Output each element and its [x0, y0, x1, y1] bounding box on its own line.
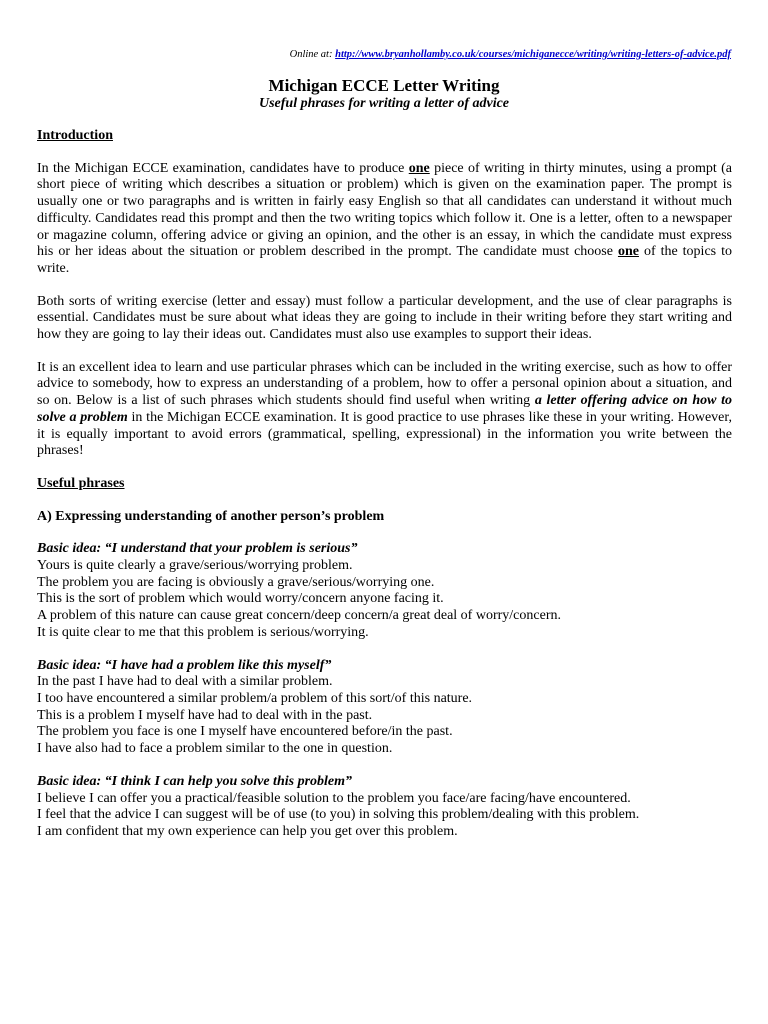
phrase-group-2 — [37, 658, 732, 758]
p3-text-a: It is an excellent idea to learn and use particular phrases which can be included in the writing exercise, such as how to offer advice to somebody, how to express an understanding of a problem, how to offer a personal opinion about a situation, and so on. Below is a list of such phrases which students should find useful when writing — [37, 359, 732, 409]
source-url-link[interactable]: http://www.bryanhollamby.co.uk/courses/michiganecce/writing/writing-letters-of-advice.pdf — [335, 49, 731, 60]
p1-text-a: In the Michigan ECCE examination, candidates have to produce — [37, 160, 409, 176]
phrase-group-3 — [37, 774, 732, 841]
phrase-line: The problem you face is one I myself have encountered before/in the past. — [37, 724, 453, 740]
phrase-line: I feel that the advice I can suggest will be of use (to you) in solving this problem/dealing with this problem. — [37, 807, 640, 823]
phrase-line: A problem of this nature can cause great concern/deep concern/a great deal of worry/concern. — [37, 608, 561, 624]
phrase-line: It is quite clear to me that this problem is serious/worrying. — [37, 624, 369, 640]
p1-text-e: of the topics to write. — [37, 244, 732, 276]
source-prefix: Online at: — [289, 49, 336, 60]
phrase-line: Yours is quite clearly a grave/serious/worrying problem. — [37, 558, 353, 574]
phrase-line: I too have encountered a similar problem/a problem of this sort/of this nature. — [37, 690, 473, 706]
intro-paragraph-1 — [37, 161, 732, 278]
p1-emphasis-one: one — [408, 160, 430, 176]
document-subtitle: Useful phrases for writing a letter of advice — [258, 96, 510, 111]
useful-phrases-heading: Useful phrases — [37, 475, 125, 491]
p1-text-c: piece of writing in thirty minutes, using a prompt (a short piece of writing which describes a situation or problem) which is given on the examination paper. The prompt is usually one or two paragraphs and is written in fairly easy English so that all candidates can understand it without much difficulty. Candidates read this prompt and then the two writing topics which follow it. One is a letter, often to a newspaper or magazine column, offering advice or giving an opinion, and the other is an essay, in which the candidate must express his or her ideas about the situation or problem described in the prompt. The candidate must choose — [37, 160, 732, 260]
document-body — [37, 128, 732, 857]
phrase-line: This is a problem I myself have had to deal with in the past. — [37, 707, 373, 723]
basic-idea-heading: Basic idea: “I understand that your problem is serious” — [37, 541, 358, 557]
phrase-line: The problem you are facing is obviously a grave/serious/worrying one. — [37, 574, 435, 590]
phrase-line: I believe I can offer you a practical/feasible solution to the problem you face/are facing/have encountered. — [37, 790, 631, 806]
p3-text-c: in the Michigan ECCE examination. It is good practice to use phrases like these in your writing. However, it is equally important to avoid errors (grammatical, spelling, expressional) in the information you write between the phrases! — [37, 409, 732, 459]
phrase-group-1 — [37, 541, 732, 641]
phrase-line: This is the sort of problem which would worry/concern anyone facing it. — [37, 591, 444, 607]
p1-emphasis-one-2: one — [617, 244, 639, 260]
source-line — [290, 49, 731, 60]
phrase-line: I am confident that my own experience can help you get over this problem. — [37, 823, 458, 839]
phrase-line: In the past I have had to deal with a similar problem. — [37, 674, 333, 690]
intro-paragraph-2: Both sorts of writing exercise (letter and essay) must follow a particular development, and the use of clear paragraphs is essential. Candidates must be sure about what ideas they are going to include in their writing before they start writing and how they are going to lay their ideas out. Candidates must also use examples to support their ideas. — [37, 293, 732, 343]
phrase-line: I have also had to face a problem similar to the one in question. — [37, 741, 393, 757]
introduction-heading: Introduction — [37, 128, 113, 143]
intro-paragraph-3 — [37, 360, 732, 460]
p3-emphasis: a letter offering advice on how to solve a problem — [37, 393, 732, 425]
basic-idea-heading: Basic idea: “I have had a problem like this myself” — [37, 657, 332, 673]
basic-idea-heading: Basic idea: “I think I can help you solve this problem” — [37, 773, 353, 789]
section-a-heading: A) Expressing understanding of another person’s problem — [37, 508, 385, 524]
document-title: Michigan ECCE Letter Writing — [268, 76, 500, 95]
